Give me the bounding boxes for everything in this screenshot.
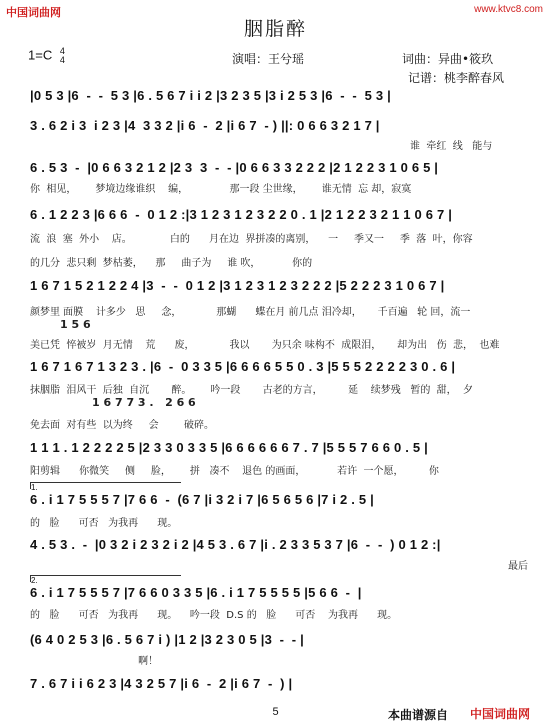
key-signature bbox=[28, 47, 65, 65]
page-title: 胭脂醉 bbox=[243, 19, 307, 40]
score-row-3: 6 . 5 3 - |0 6 6 3 2 1 2 |2 3 3 - - |0 6 6 3 3 2 2 2 |2 1 2 2 3 1 0 6 5 | bbox=[30, 160, 439, 175]
key-label: 1=C bbox=[28, 47, 53, 63]
score-row-2: 3 . 6 2 i 3 i 2 3 |4 3 3 2 |i 6 - 2 |i 6 7 - ) ||: 0 6 6 3 2 1 7 | bbox=[30, 118, 380, 133]
score-row-4: 6 . 1 2 2 3 |6 6 6 - 0 1 2 :|3 1 2 3 1 2 3 2 2 0 . 1 |2 1 2 2 3 2 1 1 0 6 7 | bbox=[30, 207, 453, 222]
score-row-12: 7 . 6 7 i i 6 2 3 |4 3 2 5 7 |i 6 - 2 |i 6 7 - ) | bbox=[30, 676, 293, 691]
score-row-5: 1 6 7 1 5 2 1 2 2 4 |3 - - 0 1 2 |3 1 2 3 1 2 3 2 2 2 |5 2 2 2 3 1 0 6 7 | bbox=[30, 278, 445, 293]
lyrics-row-11: 啊！ bbox=[30, 656, 159, 667]
lyrics-row-5: 颜梦里 面膜 计多少 思 念， 那蝴 蝶在月 前几点 泪冷却， 千百遍 轮 回，流一 bbox=[30, 307, 471, 318]
score-row-1: |0 5 3 |6 - - 5 3 |6 . 5 6 7 i i 2 |3 2 3 5 |3 i 2 5 3 |6 - - 5 3 | bbox=[30, 88, 391, 103]
score-row-7: 1 1 1 . 1 2 2 2 2 5 |2 3 3 0 3 3 5 |6 6 6 6 6 6 7 . 7 |5 5 5 7 6 6 0 . 5 | bbox=[30, 440, 428, 455]
page-number: 5 bbox=[272, 706, 279, 718]
lyrics-row-4: 流 浪 塞 外小 店。 白的 月在边 界拼凑的离别， 一 季又一 季 落 叶，你容 bbox=[30, 234, 473, 245]
time-signature bbox=[60, 47, 65, 65]
lyrics-row-6: 抹胭脂 泪风干 后独 自沉 醉。 吟一段 古老的方言， 延 续梦残 暂的 甜， 夕 bbox=[30, 385, 474, 396]
footer-source: 本曲谱源自 bbox=[388, 708, 449, 722]
volta-2: 2. bbox=[30, 575, 181, 582]
score-row-9: 4 . 5 3 . - |0 3 2 i 2 3 2 i 2 |4 5 3 . 6 7 |i . 2 3 3 5 3 7 |6 - - ) 0 1 2 :| bbox=[30, 537, 441, 552]
alt-notes-5: 1 5 6 bbox=[60, 318, 91, 331]
volta-1: 1. bbox=[30, 482, 181, 489]
alt-notes-6: 1 6 7 7 3 . 2 6 6 bbox=[92, 396, 196, 409]
time-top: 4 bbox=[59, 46, 65, 56]
score-row-11: (6 4 0 2 5 3 |6 . 5 6 7 i ) |1 2 |3 2 3 0 5 |3 - - | bbox=[30, 632, 304, 647]
score-row-10: 6 . i 1 7 5 5 5 7 |7 6 6 0 3 3 5 |6 . i 1 7 5 5 5 5 |5 6 6 - | bbox=[30, 585, 362, 600]
lyrics-row-8: 的 脸 可否 为我再 现。 bbox=[30, 518, 178, 529]
watermark-left: 中国词曲网 bbox=[6, 7, 61, 19]
composer-credit: 词曲：异曲•筱玖 bbox=[402, 52, 494, 66]
lyrics-row-7: 阳剪辑 你微笑 侧 脸， 拼 凑不 退色 的画面， 若许 一个愿， 你 bbox=[30, 466, 439, 477]
lyrics-row-3: 你 相见， 梦境边缘谁织 编， 那一段 尘世缘， 谁无情 忘 却，寂寞 bbox=[30, 184, 412, 195]
score-row-6: 1 6 7 1 6 7 1 3 2 3 . |6 - 0 3 3 5 |6 6 6 6 5 5 0 . 3 |5 5 5 2 2 2 2 3 0 . 6 | bbox=[30, 359, 456, 374]
singer-credit: 演唱：王兮瑶 bbox=[232, 52, 305, 66]
score-row-8: 6 . i 1 7 5 5 5 7 |7 6 6 - (6 7 |i 3 2 i 7 |6 5 6 5 6 |7 i 2 . 5 | bbox=[30, 492, 374, 507]
lyrics-row-6-alt: 免去面 对有些 以为终 会 破碎。 bbox=[30, 420, 215, 431]
lyrics-row-10: 的 脸 可否 为我再 现。 吟一段 D.S 的 脸 可否 为我再 现。 bbox=[30, 610, 398, 621]
time-bottom: 4 bbox=[59, 55, 65, 65]
watermark-right: www.ktvc8.com bbox=[474, 4, 543, 15]
ending-label: 最后 bbox=[508, 561, 528, 572]
lyrics-row-5-alt: 美已凭 悴被岁 月无情 荒 废， 我以 为只余 味构不 成限泪， 却为出 伤 悲， 也难 bbox=[30, 340, 500, 351]
transcriber-credit: 记谱：桃李醉春风 bbox=[408, 71, 505, 85]
footer-brand: 中国词曲网 bbox=[470, 707, 531, 721]
lyrics-row-4-alt: 的几分 悲只剩 梦枯萎， 那 曲子为 谁 吹， 你的 bbox=[30, 258, 313, 269]
lyrics-row-2: 谁 牵红 线 能与 bbox=[410, 141, 493, 152]
